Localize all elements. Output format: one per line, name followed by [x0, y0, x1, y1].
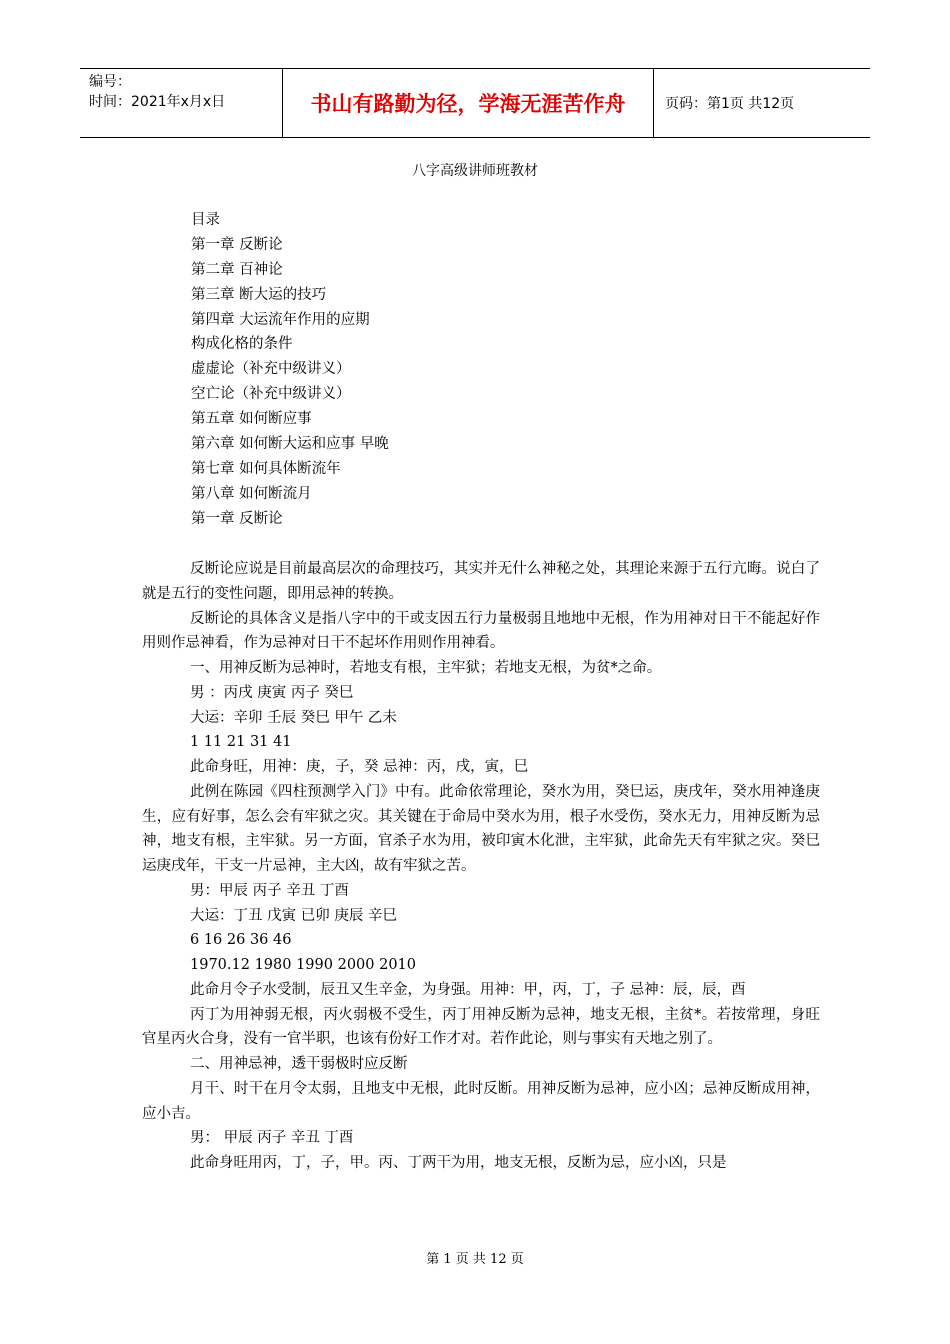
paragraph: 月干、时干在月令太弱，且地支中无根，此时反断。用神反断为忌神，应小凶；忌神反断成用神，应小吉。 — [142, 1080, 820, 1122]
toc-item: 第三章 断大运的技巧 — [191, 286, 327, 303]
paragraph: 1 11 21 31 41 — [190, 734, 292, 751]
page-header — [80, 68, 870, 138]
toc-item: 第四章 大运流年作用的应期 — [191, 311, 370, 328]
paragraph: 反断论的具体含义是指八字中的干或支因五行力量极弱且地地中无根，作为用神对日干不能起好作用则作忌神看，作为忌神对日干不起坏作用则作用神看。 — [142, 610, 820, 652]
paragraph: 男：甲辰 丙子 辛丑 丁酉 — [190, 882, 349, 899]
header-motto: 书山有路勤为径，学海无涯苦作舟 — [310, 92, 626, 116]
toc-item: 空亡论（补充中级讲义） — [191, 386, 351, 403]
toc-item: 虚虚论（补充中级讲义） — [191, 361, 351, 378]
toc-item: 第一章 反断论 — [191, 236, 283, 253]
toc-item: 第二章 百神论 — [191, 261, 283, 278]
header-page-label: 页码：第1页 共12页 — [665, 96, 795, 112]
time-label: 时间：2021年x月x日 — [89, 94, 226, 110]
paragraph: 1970.12 1980 1990 2000 2010 — [190, 957, 417, 973]
document-title: 八字高级讲师班教材 — [412, 163, 538, 179]
table-of-contents — [191, 208, 831, 532]
paragraph: 男： 甲辰 丙子 辛丑 丁酉 — [190, 1130, 354, 1147]
toc-item: 构成化格的条件 — [191, 336, 293, 353]
header-meta — [89, 72, 279, 112]
paragraph: 男 ：丙戌 庚寅 丙子 癸巳 — [190, 684, 354, 701]
header-divider — [653, 69, 654, 137]
toc-item: 第六章 如何断大运和应事 早晚 — [191, 436, 389, 453]
paragraph: 大运：辛卯 壬辰 癸巳 甲午 乙未 — [190, 709, 397, 726]
page-footer: 第 1 页 共 12 页 — [426, 1252, 524, 1267]
paragraph: 6 16 26 36 46 — [190, 932, 292, 949]
toc-item: 目录 — [191, 212, 220, 228]
toc-item: 第一章 反断论 — [191, 510, 283, 527]
toc-item: 第八章 如何断流月 — [191, 485, 312, 502]
paragraph: 此命身旺用丙，丁，子，甲。丙、丁两干为用，地支无根，反断为忌，应小凶，只是 — [190, 1155, 727, 1171]
paragraph: 此例在陈园《四柱预测学入门》中有。此命依常理论，癸水为用，癸巳运，庚戌年，癸水用神逢庚生，应有好事，怎么会有牢狱之灾。其关键在于命局中癸水为用，根子水受伤，癸水无力，用神反断为忌神，地支有根，主牢狱。另一方面，官杀子水为用，被印寅木化泄，主牢狱，此命先天有牢狱之灾。癸巳运庚戌年，干支一片忌神，主大凶，故有牢狱之苦。 — [142, 783, 820, 874]
paragraph: 此命月令子水受制，辰丑又生辛金，为身强。用神：甲，丙，丁，子 忌神：辰，辰，酉 — [190, 981, 746, 998]
paragraph: 反断论应说是目前最高层次的命理技巧，其实并无什么神秘之处，其理论来源于五行亢晦。说白了就是五行的变性问题，即用忌神的转换。 — [142, 561, 820, 602]
toc-item: 第七章 如何具体断流年 — [191, 460, 341, 477]
body-text — [142, 557, 820, 1176]
paragraph: 此命身旺，用神：庚，子，癸 忌神：丙，戌，寅，巳 — [190, 759, 529, 775]
paragraph: 一、用神反断为忌神时，若地支有根，主牢狱；若地支无根，为贫*之命。 — [190, 660, 662, 676]
code-label: 编号： — [89, 74, 131, 90]
paragraph: 丙丁为用神弱无根，丙火弱极不受生，丙丁用神反断为忌神，地支无根，主贫*。若按常理，身旺官星丙火合身，没有一官半职，也该有份好工作才对。若作此论，则与事实有天地之别了。 — [142, 1006, 820, 1048]
paragraph: 大运：丁丑 戊寅 已卯 庚辰 辛巳 — [190, 907, 397, 924]
paragraph: 二、用神忌神，透干弱极时应反断 — [190, 1056, 408, 1072]
toc-item: 第五章 如何断应事 — [191, 411, 312, 428]
